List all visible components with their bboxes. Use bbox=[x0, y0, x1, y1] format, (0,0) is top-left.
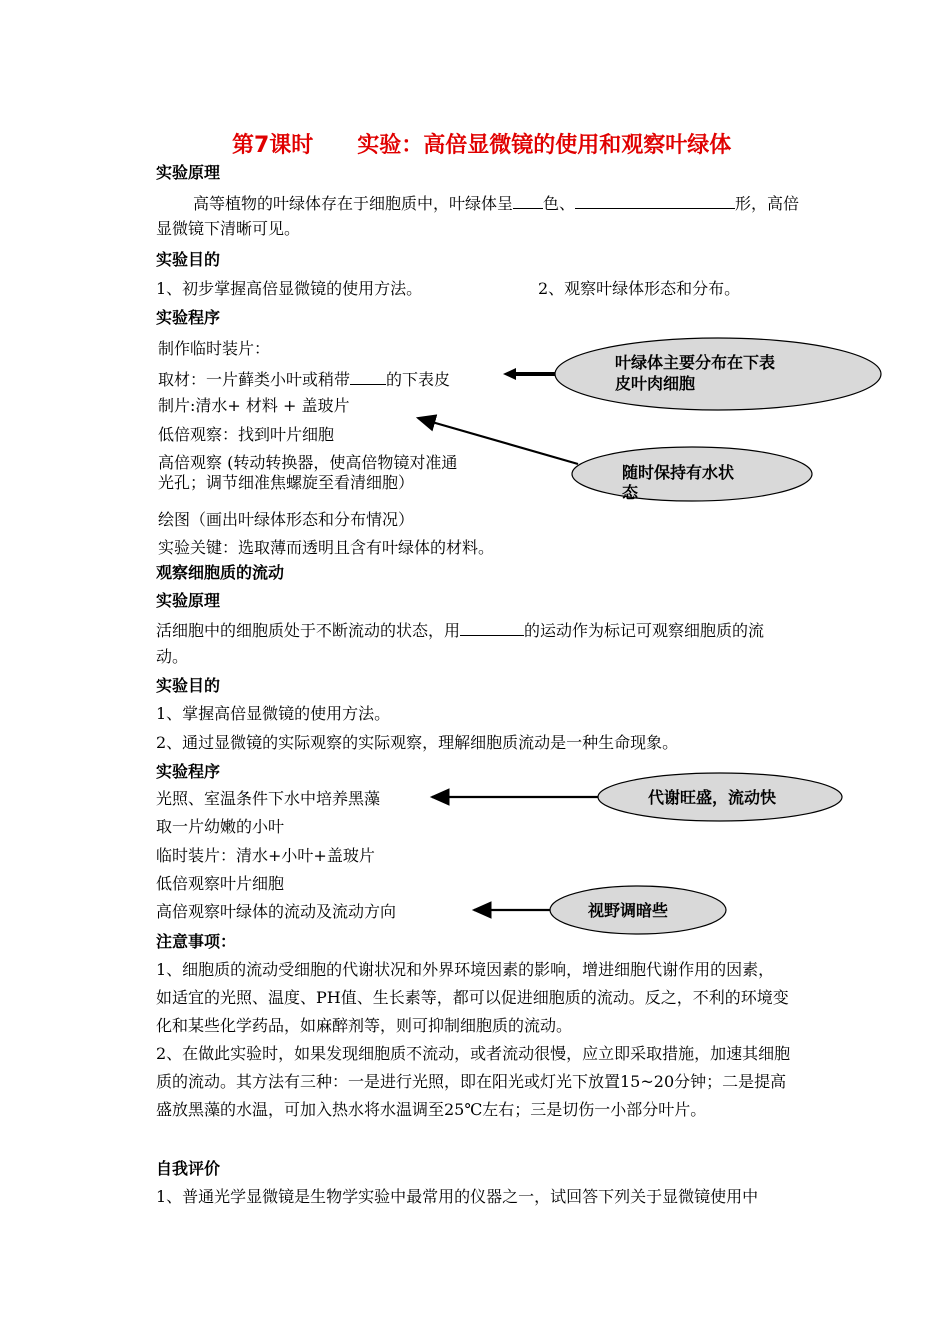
procedure-step-6: 绘图（画出叶绿体形态和分布情况） bbox=[158, 510, 415, 529]
s2-step-5: 高倍观察叶绿体的流动及流动方向 bbox=[156, 902, 397, 921]
oval-chloroplast-distribution bbox=[555, 338, 881, 410]
blank-shape bbox=[575, 192, 735, 209]
notes-line-4: 2、在做此实验时，如果发现细胞质不流动，或者流动很慢，应立即采取措施，加速其细胞 bbox=[156, 1044, 791, 1063]
s2-purpose-2: 2、通过显微镜的实际观察的实际观察，理解细胞质流动是一种生命现象。 bbox=[156, 733, 679, 752]
notes-line-2: 如适宜的光照、温度、PH值、生长素等，都可以促进细胞质的流动。反之，不利的环境变 bbox=[156, 988, 789, 1007]
oval-1-text-a: 叶绿体主要分布在下表 bbox=[615, 353, 776, 372]
s2-procedure-heading: 实验程序 bbox=[156, 762, 221, 781]
blank-marker bbox=[460, 619, 524, 636]
notes-line-3: 化和某些化学药品，如麻醉剂等，则可抑制细胞质的流动。 bbox=[156, 1016, 573, 1035]
notes-heading: 注意事项： bbox=[156, 932, 237, 951]
procedure-step-4: 低倍观察：找到叶片细胞 bbox=[158, 425, 335, 444]
oval-1-text-b: 皮叶肉细胞 bbox=[615, 374, 696, 393]
s2-step-3: 临时装片：清水+小叶+盖玻片 bbox=[156, 846, 375, 865]
purpose-heading: 实验目的 bbox=[156, 250, 221, 269]
oval-2-text-b: 态 bbox=[622, 483, 639, 502]
procedure-step-7: 实验关键：选取薄而透明且含有叶绿体的材料。 bbox=[158, 538, 495, 557]
arrow-head-material bbox=[503, 368, 516, 380]
procedure-step-3: 制片:清水+ 材料 + 盖玻片 bbox=[158, 396, 350, 415]
s2-step-2: 取一片幼嫩的小叶 bbox=[156, 817, 285, 836]
notes-line-6: 盛放黑藻的水温，可加入热水将水温调至25℃左右；三是切伤一小部分叶片。 bbox=[156, 1100, 707, 1119]
oval-2-text-a: 随时保持有水状 bbox=[622, 463, 735, 482]
principle-heading: 实验原理 bbox=[156, 163, 221, 182]
s2-step-4: 低倍观察叶片细胞 bbox=[156, 874, 285, 893]
procedure-step-2: 取材：一片藓类小叶或稍带 的下表皮 bbox=[158, 370, 451, 389]
procedure-step-5b: 光孔；调节细准焦螺旋至看清细胞） bbox=[158, 473, 415, 492]
s2-principle-line-1: 活细胞中的细胞质处于不断流动的状态，用 的运动作为标记可观察细胞质的流 bbox=[156, 621, 765, 640]
evaluation-heading: 自我评价 bbox=[156, 1159, 221, 1178]
procedure-heading: 实验程序 bbox=[156, 308, 221, 327]
s2-principle-line-2: 动。 bbox=[156, 647, 189, 666]
procedure-step-1: 制作临时装片： bbox=[158, 339, 271, 358]
oval-3-text: 代谢旺盛，流动快 bbox=[648, 788, 777, 807]
purpose-item-1: 1、初步掌握高倍显微镜的使用方法。 bbox=[156, 279, 423, 298]
notes-line-5: 质的流动。其方法有三种：一是进行光照，即在阳光或灯光下放置15~20分钟；二是提高 bbox=[156, 1072, 787, 1091]
principle-text-line-1: 高等植物的叶绿体存在于细胞质中，叶绿体呈 色、 形，高倍 bbox=[193, 194, 800, 213]
blank-color bbox=[513, 192, 543, 209]
s2-purpose-heading: 实验目的 bbox=[156, 676, 221, 695]
s2-purpose-1: 1、掌握高倍显微镜的使用方法。 bbox=[156, 704, 391, 723]
principle-text-line-2: 显微镜下清晰可见。 bbox=[156, 219, 301, 238]
procedure-step-5a: 高倍观察 (转动转换器，使高倍物镜对准通 bbox=[158, 453, 458, 472]
oval-4-text: 视野调暗些 bbox=[588, 901, 669, 920]
blank-leaf bbox=[350, 368, 386, 385]
notes-line-1: 1、细胞质的流动受细胞的代谢状况和外界环境因素的影响，增进细胞代谢作用的因素， bbox=[156, 960, 775, 979]
s2-step-1: 光照、室温条件下水中培养黑藻 bbox=[156, 789, 381, 808]
section-2-heading: 观察细胞质的流动 bbox=[156, 563, 285, 582]
page-title: 第7课时 实验：高倍显微镜的使用和观察叶绿体 bbox=[232, 133, 732, 158]
evaluation-line-1: 1、普通光学显微镜是生物学实验中最常用的仪器之一，试回答下列关于显微镜使用中 bbox=[156, 1187, 759, 1206]
purpose-item-2: 2、观察叶绿体形态和分布。 bbox=[538, 279, 741, 298]
s2-principle-heading: 实验原理 bbox=[156, 591, 221, 610]
